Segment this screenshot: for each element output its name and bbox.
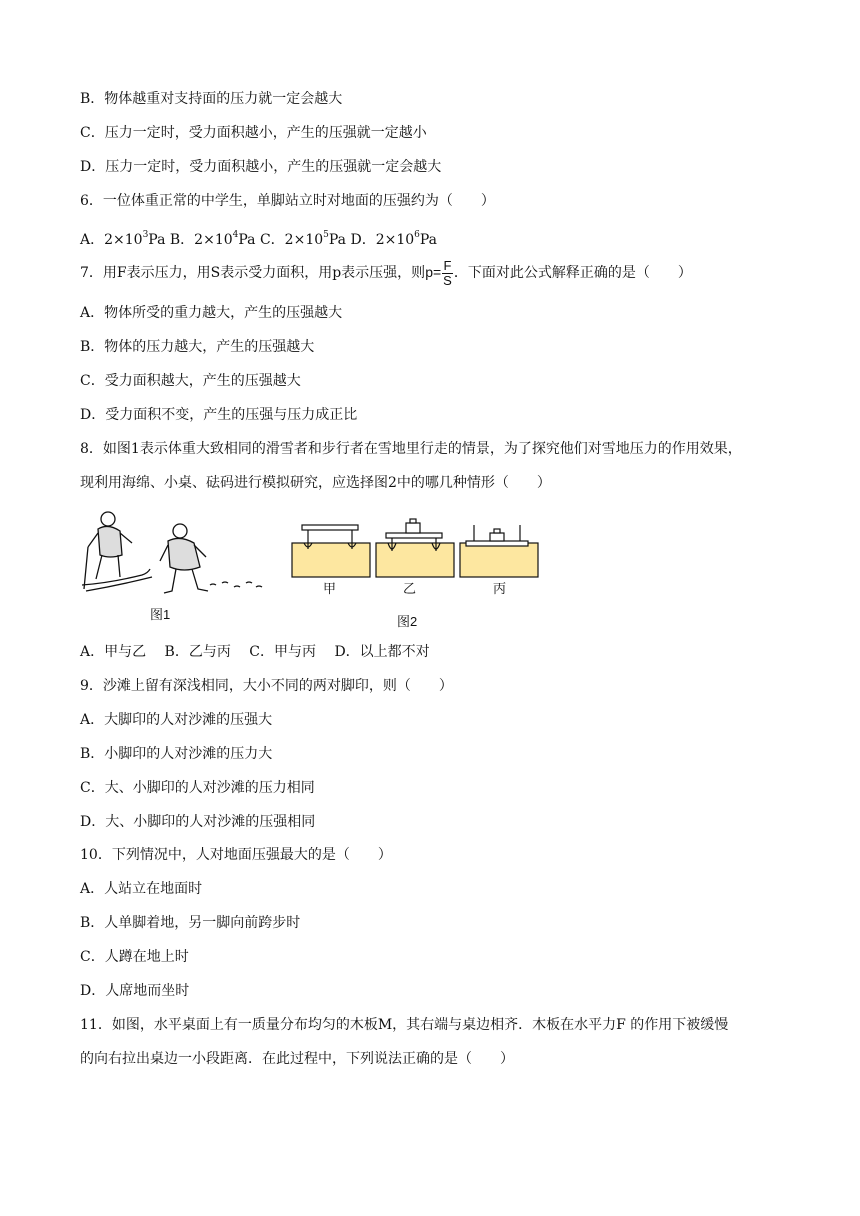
q6-option-a: A．$2\times 10^3Pa$ bbox=[80, 230, 166, 248]
q7-option-b: B．物体的压力越大，产生的压强越大 bbox=[80, 339, 315, 355]
figure-2-label-yi: 乙 bbox=[403, 581, 417, 596]
question-10: 10．下列情况中，人对地面压强最大的是（ ） bbox=[80, 847, 392, 863]
q7-option-a: A．物体所受的重力越大，产生的压强越大 bbox=[80, 305, 343, 321]
q10-option-a: A．人站立在地面时 bbox=[80, 881, 203, 897]
q9-option-a: A．大脚印的人对沙滩的压强大 bbox=[80, 712, 273, 728]
q10-option-d: D．人席地而坐时 bbox=[80, 983, 190, 999]
question-8-line-1: 8．如图1表示体重大致相同的滑雪者和步行者在雪地里行走的情景，为了探究他们对雪地压力的作用效果， bbox=[80, 441, 742, 457]
q7-option-d: D．受力面积不变，产生的压强与压力成正比 bbox=[80, 407, 358, 423]
figure-2-caption: 图2 bbox=[397, 614, 418, 629]
pressure-formula: p= $\frac{F}{S}$ bbox=[425, 257, 452, 288]
q8-options: A．甲与乙 B．乙与丙 C．甲与丙 D．以上都不对 bbox=[80, 644, 430, 660]
figure-1-skier-walker bbox=[80, 505, 270, 600]
q6-option-c: C．$2\times 10^5Pa$ bbox=[259, 230, 347, 248]
q5-option-c: C．压力一定时，受力面积越小，产生的压强就一定越小 bbox=[80, 125, 427, 141]
q10-option-c: C．人蹲在地上时 bbox=[80, 949, 189, 965]
question-7: 7．用F表示压力，用S表示受力面积，用p表示压强，则p= $\frac{F}{S}$ ．下面对此公式解释正确的是（ ） bbox=[80, 257, 692, 288]
q9-option-b: B．小脚印的人对沙滩的压力大 bbox=[80, 746, 273, 762]
figure-1-caption: 图1 bbox=[150, 607, 171, 622]
q10-option-b: B．人单脚着地，另一脚向前跨步时 bbox=[80, 915, 301, 931]
figure-2-label-bing: 丙 bbox=[493, 581, 507, 596]
q6-option-d: D．$2\times 10^6Pa$ bbox=[350, 230, 438, 248]
question-11-line-1: 11．如图，水平桌面上有一质量分布均匀的木板M，其右端与桌边相齐．木板在水平力F 的作用下被缓慢 bbox=[80, 1017, 729, 1033]
q5-option-b: B．物体越重对支持面的压力就一定会越大 bbox=[80, 91, 343, 107]
q9-option-d: D．大、小脚印的人对沙滩的压强相同 bbox=[80, 814, 316, 830]
question-8-line-2: 现利用海绵、小桌、砝码进行模拟研究，应选择图2中的哪几种情形（ ） bbox=[80, 475, 551, 491]
question-11-line-2: 的向右拉出桌边一小段距离．在此过程中，下列说法正确的是（ ） bbox=[80, 1051, 514, 1067]
q9-option-c: C．大、小脚印的人对沙滩的压力相同 bbox=[80, 780, 315, 796]
question-6-options bbox=[80, 225, 437, 250]
figure-2-label-jia: 甲 bbox=[323, 581, 337, 596]
q5-option-d: D．压力一定时，受力面积越小，产生的压强就一定会越大 bbox=[80, 159, 442, 175]
q6-option-b: B．$2\times 10^4Pa$ bbox=[169, 230, 256, 248]
question-6: 6．一位体重正常的中学生，单脚站立时对地面的压强约为（ ） bbox=[80, 193, 495, 209]
question-9: 9．沙滩上留有深浅相同，大小不同的两对脚印，则（ ） bbox=[80, 678, 453, 694]
q7-option-c: C．受力面积越大，产生的压强越大 bbox=[80, 373, 301, 389]
figure-2-sponge-experiments bbox=[290, 515, 540, 580]
